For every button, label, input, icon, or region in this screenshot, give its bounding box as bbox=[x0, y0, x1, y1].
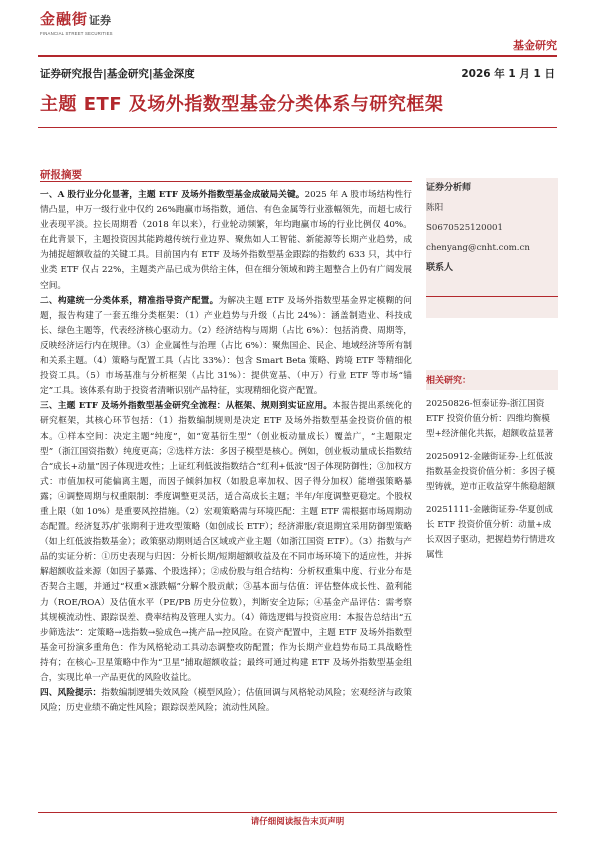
title-divider bbox=[38, 127, 557, 128]
analyst-email[interactable]: chenyang@cnht.com.cn bbox=[426, 243, 530, 253]
related-heading: 相关研究： bbox=[426, 376, 472, 386]
related-item-2[interactable]: 20250912-金融街证券-上红低波指数基金投资价值分析：多因子模型铸就，逆市正收益穿牛熊稳超额 bbox=[426, 452, 555, 492]
company-logo bbox=[40, 10, 140, 44]
report-type: 证券研究报告|基金研究|基金深度 bbox=[40, 68, 195, 80]
footer-disclaimer: 请仔细阅读报告末页声明 bbox=[250, 817, 345, 827]
section-tag: 基金研究 bbox=[513, 39, 557, 52]
related-research-panel bbox=[426, 374, 558, 571]
summary-paragraph-4: 四、风险提示：指数编制逻辑失效风险（模型风险）；估值回调与风格轮动风险；宏观经济与政策风险；历史业绩不确定性风险；跟踪误差风险；流动性风险。 bbox=[40, 688, 412, 714]
summary-paragraph-3: 三、主题 ETF 及场外指数型基金研究全流程：从框架、规则到实证应用。本报告提出系统化的研究框架，其核心环节包括：（1）指数编制规则是决定 ETF 及场外指数型基金投资价值的根本。①样本空间：决定主题“纯度”，如“宽基衍生型”（创业板动量成长）覆盖广，“主题限定型”（浙江国资指数）纯度更高；②选样方法：多因子模型是核心。例如，创业板动量成长指数结合“成长+动量”因子体现进攻性；上证红利低波指数结合“红利+低波”因子体现防御性；③加权方式：市值加权可能偏离主题，而因子倾斜加权（如股息率加权、因子得分加权）能增强策略暴露；④调整周期与权重限制：季度调整更灵活，适合高成长主题；半年/年度调整更稳定。个股权重上限（如 10%）是重要风控措施。（2）宏观策略需与环境匹配：主题 ETF 需根据市场周期动态配置。经济复苏/扩张期利于进攻型策略（如创成长 ETF）；经济滞胀/衰退期宜采用防御型策略（如上红低波指数基金）；政策驱动期则适合区域或产业主题（如浙江国资 ETF）。（3）指数与产品的实证分析：①历史表现与归因：分析长期/短期超额收益及在不同市场环境下的适应性，并拆解超额收益来源（如因子暴露、个股选择）；②成份股与组合结构：分析权重集中度、行业分布是否契合主题，并通过“权重×涨跌幅”分解个股贡献；③基本面与估值：评估整体成长性、盈利能力（ROE/ROA）及估值水平（PE/PB 历史分位数），判断安全边际；④基金产品评估：需考察其规模流动性、跟踪误差、费率结构及管理人实力。（4）筛选逻辑与投资应用：本报告总结出“五步筛选法”：定策略→选指数→验成色→挑产品→控风险。在资产配置中，主题 ETF 及场外指数型基金可扮演多重角色：作为风格轮动工具动态调整攻防配置；作为长期产业趋势布局工具战略性持有；在核心-卫星策略中作为“卫星”捕取超额收益；最终可通过构建 ETF 及场外指数型基金组合，实现比单一产品更优的风险收益比。 bbox=[40, 401, 412, 683]
logo-english: FINANCIAL STREET SECURITIES bbox=[40, 31, 113, 36]
report-meta bbox=[40, 66, 555, 80]
analyst-panel bbox=[426, 178, 558, 278]
report-date: 2026 年 1 月 1 日 bbox=[461, 68, 555, 80]
summary-divider bbox=[40, 181, 412, 182]
report-title: 主题 ETF 及场外指数型基金分类体系与研究框架 bbox=[40, 94, 444, 115]
contact-divider bbox=[426, 296, 558, 297]
summary-paragraph-2: 二、构建统一分类体系，精准指导资产配置。为解决主题 ETF 及场外指数型基金界定模糊的问题，报告构建了一套五维分类框架：（1）产业趋势与升级（占比 24%）：涵盖制造业、科技成长、绿色主题等，代表经济核心驱动力。（2）经济结构与周期（占比 6%）：包括消费、周期等，反映经济运行内在规律。（3）企业属性与治理（占比 6%）：聚焦国企、民企、地域经济等所有制和关系主题。（4）策略与配置工具（占比 33%）：包含 Smart Beta 策略、跨境 ETF 等精细化投资工具。（5）市场基准与分析框架（占比 31%）：提供宽基、（申万）行业 ETF 等市场“锚定”工具。该体系有助于投资者清晰识别产品特征，实现精细化资产配置。 bbox=[40, 295, 412, 397]
logo-chinese: 金融街证券 bbox=[40, 10, 112, 28]
related-item-1[interactable]: 20250826-恒泰证券-浙江国资 ETF 投资价值分析：四维均衡模型+经济催化共振，超额收益显著 bbox=[426, 399, 554, 439]
footer-divider bbox=[38, 812, 557, 813]
analyst-license: S0670525120001 bbox=[426, 223, 503, 233]
analyst-heading: 证券分析师 bbox=[426, 183, 472, 193]
summary-heading: 研报摘要 bbox=[40, 169, 82, 181]
contact-heading: 联系人 bbox=[426, 263, 454, 273]
related-item-3[interactable]: 20251111-金融街证券-华夏创成长 ETF 投资价值分析：动量+成长双因子驱动，把握趋势行情进攻属性 bbox=[426, 505, 555, 560]
summary-paragraph-1: 一、A 股行业分化显著，主题 ETF 及场外指数型基金成破局关键。2025 年 A 股市场结构性行情凸显，申万一级行业中仅约 26%跑赢市场指数，通信、有色金属等行业涨幅领先，而超七成行业表现平淡。拉长周期看（2018 年以来），行业轮动频繁，年均跑赢市场的行业比例仅 40%。在此背景下，主题投资因其能跨越传统行业边界、聚焦如人工智能、新能源等长期产业趋势，成为捕捉超额收益的关键工具。目前国内有 ETF 及场外指数型基金跟踪的指数约 633 只，其中行业类 ETF 仅占 22%，主题类产品已成为供给主体，但在细分领域和跨主题整合上仍有广阔发展空间。 bbox=[40, 190, 412, 291]
analyst-name: 陈阳 bbox=[426, 203, 444, 213]
header-divider bbox=[38, 55, 557, 57]
summary-body bbox=[40, 188, 412, 716]
